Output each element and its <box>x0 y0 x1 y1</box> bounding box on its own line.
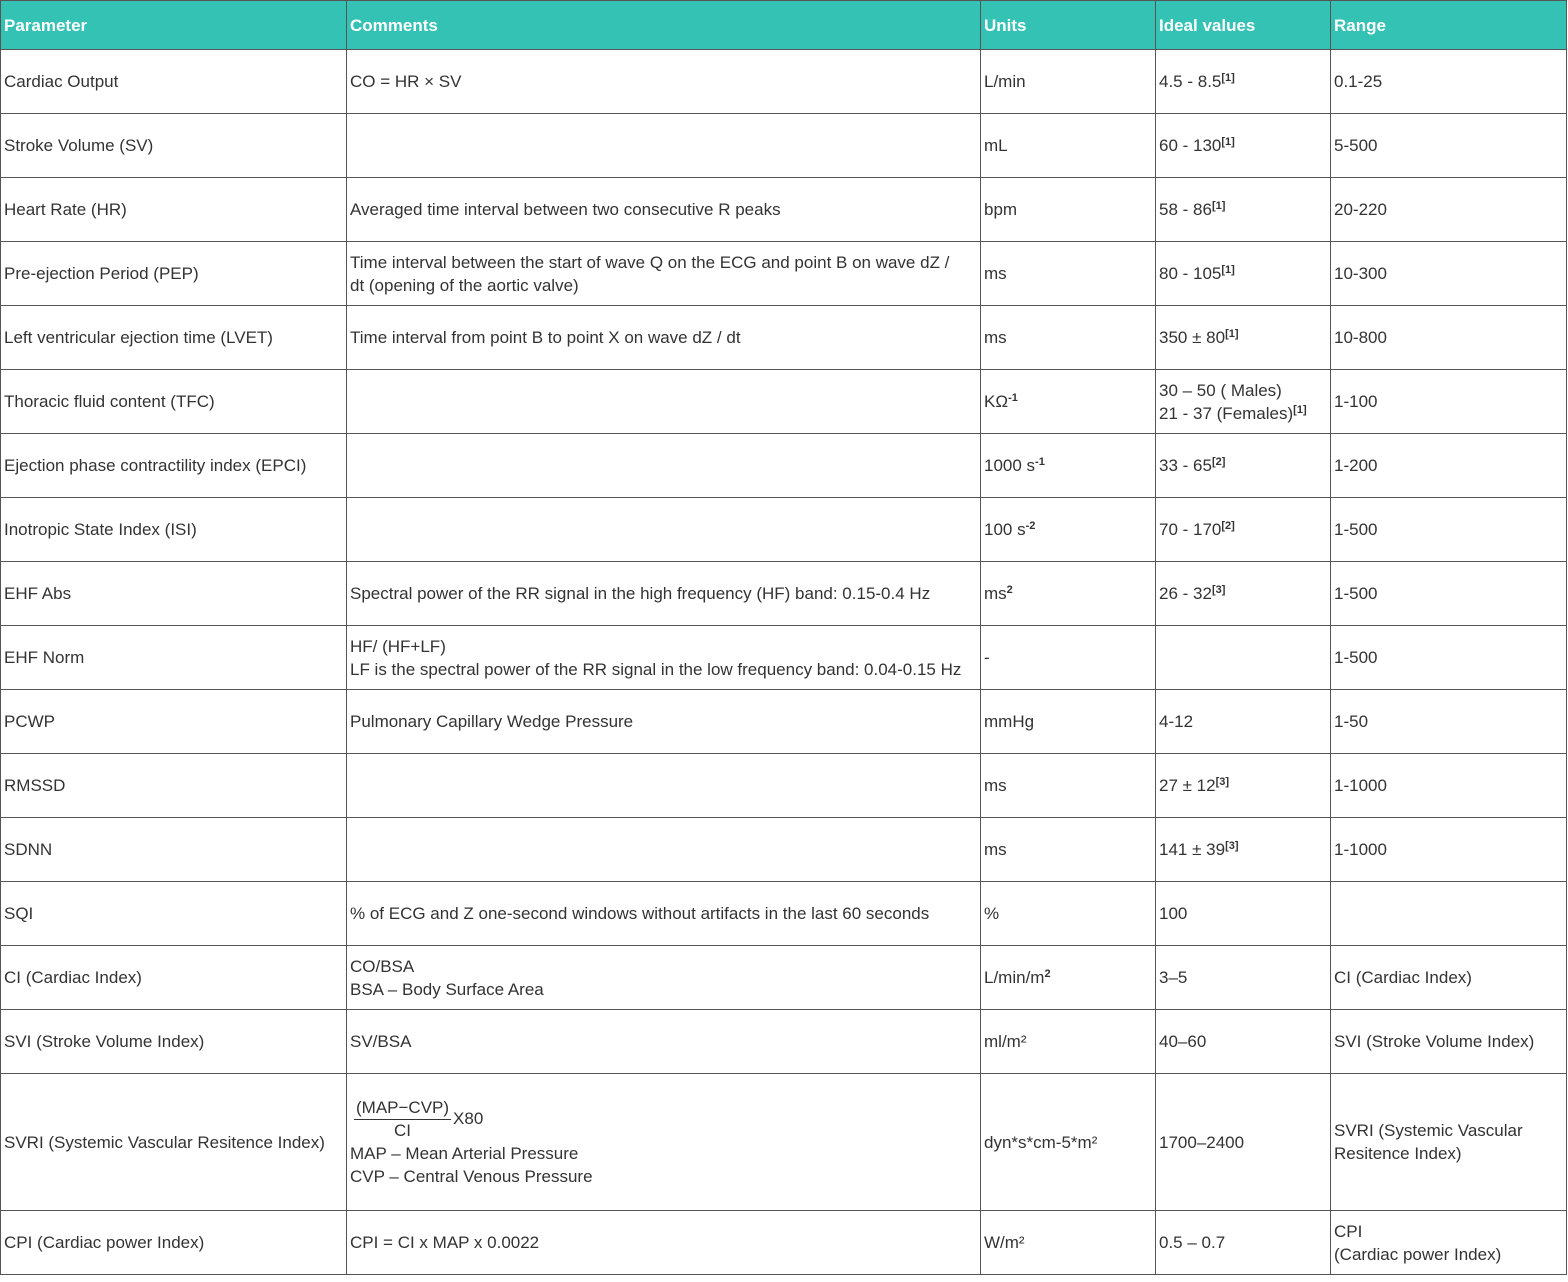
parameter-cell: Thoracic fluid content (TFC) <box>1 370 347 434</box>
formula-fraction <box>354 1097 451 1142</box>
table-row <box>1 242 1567 306</box>
header-comments: Comments <box>347 1 981 50</box>
range-cell <box>1331 1010 1567 1074</box>
range-line: SVI (Stroke Volume Index) <box>1334 1032 1535 1051</box>
ideal-values-cell <box>1156 370 1331 434</box>
header-units: Units <box>981 1 1156 50</box>
range-cell <box>1331 754 1567 818</box>
unit-text: ms <box>984 584 1007 603</box>
range-line: 20-220 <box>1334 200 1387 219</box>
units-cell <box>981 562 1156 626</box>
ideal-values-cell <box>1156 114 1331 178</box>
units-cell <box>981 690 1156 754</box>
range-line: 1-500 <box>1334 520 1378 539</box>
range-cell <box>1331 306 1567 370</box>
table-row <box>1 1074 1567 1211</box>
table-row <box>1 370 1567 434</box>
ideal-value-line: 33 - 65 <box>1159 456 1212 475</box>
unit-text: L/min <box>984 72 1026 91</box>
range-line: 5-500 <box>1334 136 1378 155</box>
ideal-values-cell <box>1156 1010 1331 1074</box>
parameter-cell: CI (Cardiac Index) <box>1 946 347 1010</box>
ideal-values-cell <box>1156 498 1331 562</box>
ideal-values-cell <box>1156 1211 1331 1275</box>
comment-line: Averaged time interval between two consecutive R peaks <box>350 200 781 219</box>
units-cell <box>981 178 1156 242</box>
unit-exponent: -1 <box>1008 392 1018 404</box>
units-cell <box>981 754 1156 818</box>
table-row <box>1 818 1567 882</box>
comments-cell <box>347 242 981 306</box>
ideal-value-line-with-ref <box>1159 326 1327 349</box>
ideal-value-line: 27 ± 12 <box>1159 776 1216 795</box>
ideal-values-cell <box>1156 1074 1331 1211</box>
range-cell <box>1331 370 1567 434</box>
parameter-cell: SDNN <box>1 818 347 882</box>
table-row <box>1 1010 1567 1074</box>
ideal-value-line-with-ref <box>1159 134 1327 157</box>
table-row <box>1 626 1567 690</box>
reference-marker: [3] <box>1215 776 1230 788</box>
parameter-cell: Left ventricular ejection time (LVET) <box>1 306 347 370</box>
parameter-cell: SVI (Stroke Volume Index) <box>1 1010 347 1074</box>
range-line: 0.1-25 <box>1334 72 1383 91</box>
header-parameter: Parameter <box>1 1 347 50</box>
parameter-cell: EHF Abs <box>1 562 347 626</box>
range-line: CI (Cardiac Index) <box>1334 968 1472 987</box>
header-ideal-values: Ideal values <box>1156 1 1331 50</box>
unit-text: dyn*s*cm-5*m² <box>984 1132 1098 1152</box>
ideal-value-line-with-ref <box>1159 402 1327 425</box>
formula-denominator: CI <box>394 1120 412 1140</box>
ideal-values-cell <box>1156 242 1331 306</box>
unit-text: ms <box>984 264 1007 283</box>
comment-line: LF is the spectral power of the RR signal in the low frequency band: 0.04-0.15 Hz <box>350 659 962 679</box>
unit-text: ml/m² <box>984 1032 1027 1051</box>
comment-line: Spectral power of the RR signal in the high frequency (HF) band: 0.15-0.4 Hz <box>350 584 931 603</box>
comment-line: SV/BSA <box>350 1032 412 1051</box>
comments-cell <box>347 1010 981 1074</box>
comments-cell <box>347 562 981 626</box>
range-cell <box>1331 562 1567 626</box>
comments-cell <box>347 178 981 242</box>
ideal-value-line: 141 ± 39 <box>1159 840 1226 859</box>
ideal-value-line: 70 - 170 <box>1159 520 1222 539</box>
unit-text: ms <box>984 776 1007 795</box>
reference-marker: [3] <box>1211 584 1226 596</box>
ideal-value-line-with-ref <box>1159 198 1327 221</box>
ideal-value-line: 30 – 50 ( Males) <box>1159 380 1282 400</box>
units-cell <box>981 882 1156 946</box>
ideal-values-cell <box>1156 818 1331 882</box>
table-row <box>1 690 1567 754</box>
parameter-cell: Ejection phase contractility index (EPCI) <box>1 434 347 498</box>
reference-marker: [1] <box>1225 328 1239 340</box>
table-row <box>1 114 1567 178</box>
ideal-value-line: 80 - 105 <box>1159 264 1222 283</box>
ideal-values-cell <box>1156 562 1331 626</box>
parameter-cell: Heart Rate (HR) <box>1 178 347 242</box>
parameter-cell: Inotropic State Index (ISI) <box>1 498 347 562</box>
range-line: 10-300 <box>1334 264 1387 283</box>
range-cell <box>1331 626 1567 690</box>
table-row <box>1 1211 1567 1275</box>
comment-line: HF/ (HF+LF) <box>350 636 446 656</box>
comments-cell <box>347 818 981 882</box>
range-line: CPI <box>1334 1221 1363 1241</box>
ideal-value-line: 4-12 <box>1159 712 1194 731</box>
unit-text: % <box>984 904 1000 923</box>
range-line: 1-100 <box>1334 392 1378 411</box>
table-row <box>1 754 1567 818</box>
comment-line: dt (opening of the aortic valve) <box>350 275 579 295</box>
formula-numerator: (MAP−CVP) <box>354 1097 451 1120</box>
ideal-value-line-with-ref <box>1159 582 1327 605</box>
range-cell <box>1331 882 1567 946</box>
ideal-value-line-with-ref <box>1159 262 1327 285</box>
ideal-value-line-with-ref <box>1159 518 1327 541</box>
table-row <box>1 178 1567 242</box>
ideal-values-cell <box>1156 306 1331 370</box>
ideal-value-line: 350 ± 80 <box>1159 328 1226 347</box>
comment-line: MAP – Mean Arterial Pressure <box>350 1143 579 1163</box>
comments-cell <box>347 626 981 690</box>
range-cell <box>1331 498 1567 562</box>
range-cell <box>1331 1074 1567 1211</box>
comments-cell <box>347 50 981 114</box>
range-cell <box>1331 818 1567 882</box>
ideal-values-cell <box>1156 178 1331 242</box>
ideal-values-cell <box>1156 882 1331 946</box>
unit-text: ms <box>984 840 1007 859</box>
units-cell <box>981 306 1156 370</box>
units-cell <box>981 498 1156 562</box>
parameter-cell: Pre-ejection Period (PEP) <box>1 242 347 306</box>
parameter-cell: EHF Norm <box>1 626 347 690</box>
unit-text: 1000 s <box>984 456 1036 475</box>
range-line: 1-1000 <box>1334 776 1387 795</box>
table-row <box>1 50 1567 114</box>
range-line: Resitence Index) <box>1334 1144 1462 1163</box>
unit-text: L/min/m <box>984 968 1045 987</box>
comment-line: CO = HR × SV <box>350 72 462 91</box>
ideal-values-cell <box>1156 946 1331 1010</box>
range-line: 1-500 <box>1334 584 1378 603</box>
range-line: 1-1000 <box>1334 840 1387 859</box>
ideal-value-line: 40–60 <box>1159 1032 1207 1051</box>
range-line: SVRI (Systemic Vascular <box>1334 1121 1523 1140</box>
unit-exponent: -1 <box>1035 456 1045 468</box>
ideal-value-line-with-ref <box>1159 838 1327 861</box>
unit-text: mmHg <box>984 712 1035 731</box>
ideal-value-line-with-ref <box>1159 774 1327 797</box>
parameter-cell: CPI (Cardiac power Index) <box>1 1211 347 1275</box>
ideal-value-line-with-ref <box>1159 70 1327 93</box>
comment-line: % of ECG and Z one-second windows without artifacts in the last 60 seconds <box>350 904 930 923</box>
comments-cell <box>347 370 981 434</box>
parameter-cell: SVRI (Systemic Vascular Resitence Index) <box>1 1074 347 1211</box>
range-line: 1-50 <box>1334 712 1369 731</box>
comment-line: Time interval between the start of wave Q on the ECG and point B on wave dZ / <box>350 252 950 272</box>
comment-line: CO/BSA <box>350 956 415 976</box>
reference-marker: [3] <box>1225 840 1239 852</box>
comment-line: CPI = CI x MAP x 0.0022 <box>350 1233 540 1252</box>
unit-text: 100 s <box>984 520 1026 539</box>
parameter-cell: SQI <box>1 882 347 946</box>
reference-marker: [2] <box>1221 520 1235 532</box>
ideal-value-line: 58 - 86 <box>1159 200 1212 219</box>
range-cell <box>1331 242 1567 306</box>
ideal-value-line-with-ref <box>1159 454 1327 477</box>
units-cell <box>981 242 1156 306</box>
comments-cell <box>347 434 981 498</box>
comments-cell <box>347 306 981 370</box>
unit-text: W/m² <box>984 1233 1025 1252</box>
comments-cell <box>347 1074 981 1211</box>
ideal-value-line: 1700–2400 <box>1159 1132 1245 1152</box>
unit-text: ms <box>984 328 1007 347</box>
ideal-value-line: 60 - 130 <box>1159 136 1222 155</box>
range-line: (Cardiac power Index) <box>1334 1244 1502 1264</box>
units-cell <box>981 1010 1156 1074</box>
unit-text: bpm <box>984 200 1018 219</box>
units-cell <box>981 114 1156 178</box>
table-row <box>1 562 1567 626</box>
comment-line: Pulmonary Capillary Wedge Pressure <box>350 712 634 731</box>
svri-formula <box>350 1097 977 1142</box>
comments-cell <box>347 882 981 946</box>
table-row <box>1 306 1567 370</box>
comments-cell <box>347 946 981 1010</box>
unit-exponent: 2 <box>1044 968 1051 980</box>
formula-multiplier: X80 <box>453 1108 484 1128</box>
comments-cell <box>347 114 981 178</box>
table-body <box>1 50 1567 1275</box>
reference-marker: [1] <box>1221 72 1235 84</box>
ideal-value-line: 100 <box>1159 904 1188 923</box>
parameter-cell: PCWP <box>1 690 347 754</box>
units-cell <box>981 50 1156 114</box>
range-cell <box>1331 114 1567 178</box>
ideal-values-cell <box>1156 690 1331 754</box>
range-cell <box>1331 690 1567 754</box>
range-cell <box>1331 434 1567 498</box>
table-row <box>1 946 1567 1010</box>
unit-exponent: 2 <box>1006 584 1013 596</box>
comment-line: Time interval from point B to point X on wave dZ / dt <box>350 328 741 347</box>
range-cell <box>1331 946 1567 1010</box>
range-line: 1-200 <box>1334 456 1378 475</box>
table-row <box>1 434 1567 498</box>
units-cell <box>981 946 1156 1010</box>
parameter-cell: Stroke Volume (SV) <box>1 114 347 178</box>
comments-cell <box>347 498 981 562</box>
parameter-cell: RMSSD <box>1 754 347 818</box>
comments-cell <box>347 1211 981 1275</box>
reference-marker: [1] <box>1211 200 1226 212</box>
header-range: Range <box>1331 1 1567 50</box>
units-cell <box>981 1074 1156 1211</box>
range-cell <box>1331 1211 1567 1275</box>
ideal-value-line: 4.5 - 8.5 <box>1159 72 1222 91</box>
range-line: 10-800 <box>1334 328 1387 347</box>
units-cell <box>981 1211 1156 1275</box>
ideal-values-cell <box>1156 50 1331 114</box>
ideal-values-cell <box>1156 754 1331 818</box>
ideal-value-line: 0.5 – 0.7 <box>1159 1233 1226 1252</box>
table-row <box>1 498 1567 562</box>
header-row <box>1 1 1567 50</box>
ideal-value-line: 21 - 37 (Females) <box>1159 403 1294 423</box>
comments-cell <box>347 754 981 818</box>
parameter-cell: Cardiac Output <box>1 50 347 114</box>
unit-exponent: -2 <box>1025 520 1036 532</box>
reference-marker: [1] <box>1221 136 1235 148</box>
units-cell <box>981 370 1156 434</box>
unit-text: mL <box>984 136 1008 155</box>
range-cell <box>1331 50 1567 114</box>
range-cell <box>1331 178 1567 242</box>
table-row <box>1 882 1567 946</box>
ideal-values-cell <box>1156 434 1331 498</box>
comments-cell <box>347 690 981 754</box>
reference-marker: [1] <box>1221 264 1235 276</box>
unit-text: - <box>984 648 990 667</box>
ideal-value-line: 3–5 <box>1159 968 1188 987</box>
comment-line: CVP – Central Venous Pressure <box>350 1166 593 1186</box>
reference-marker: [1] <box>1293 403 1307 416</box>
units-cell <box>981 434 1156 498</box>
range-line: 1-500 <box>1334 648 1378 667</box>
ideal-values-cell <box>1156 626 1331 690</box>
units-cell <box>981 818 1156 882</box>
comment-line: BSA – Body Surface Area <box>350 979 544 999</box>
unit-text: KΩ <box>984 392 1009 411</box>
reference-marker: [2] <box>1211 456 1226 468</box>
ideal-value-line: 26 - 32 <box>1159 584 1212 603</box>
units-cell <box>981 626 1156 690</box>
